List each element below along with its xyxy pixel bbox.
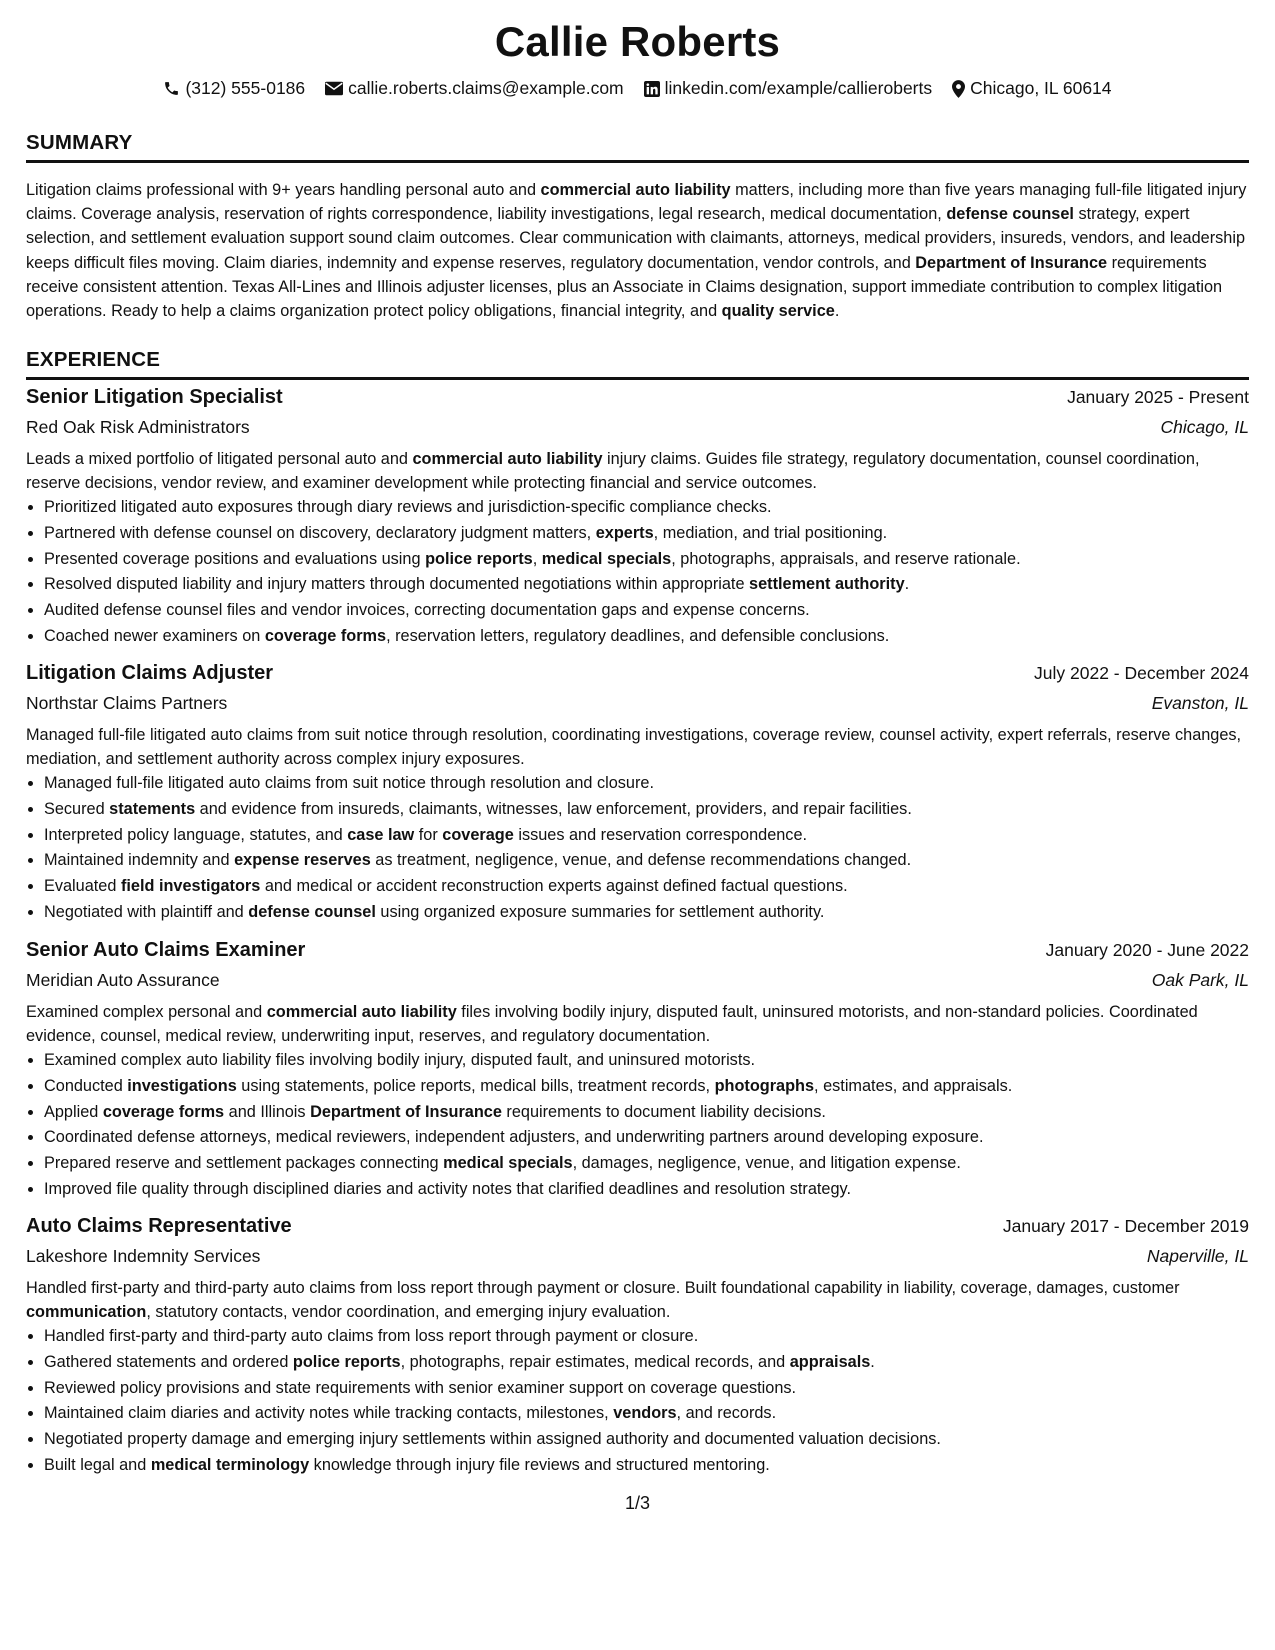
map-pin-icon <box>952 80 965 98</box>
job-company: Lakeshore Indemnity Services <box>26 1246 261 1266</box>
text-run: Examined complex personal and <box>26 1003 267 1021</box>
job-entry <box>26 386 1249 650</box>
bullet-item <box>44 547 1249 573</box>
text-run: , statutory contacts, vendor coordination, and emerging injury evaluation. <box>146 1303 671 1321</box>
text-run: and medical or accident reconstruction experts against defined factual questions. <box>260 877 848 896</box>
text-run: Maintained claim diaries and activity notes while tracking contacts, milestones, <box>44 1404 614 1423</box>
bullet-item <box>44 1125 1249 1151</box>
text-run: . <box>834 302 840 321</box>
text-run: Built legal and <box>44 1455 151 1474</box>
job-location: Oak Park, IL <box>1151 970 1249 990</box>
text-run: , photographs, repair estimates, medical records, and <box>400 1352 790 1371</box>
contact-location <box>952 78 1111 99</box>
resume-page <box>26 0 1249 1650</box>
bold-text: commercial auto liability <box>540 181 731 199</box>
bullet-item <box>44 1350 1249 1376</box>
text-run: Negotiated with plaintiff and <box>44 902 249 921</box>
text-run: matters, including more than five years managing full-file litigated injury claims. Coverage analysis, reservation of rights correspondence, liability investigations, legal research, medical documentation, <box>26 181 1247 224</box>
bold-text: vendors <box>613 1404 677 1423</box>
bullet-item <box>44 1074 1249 1100</box>
text-run: injury claims. Guides file strategy, regulatory documentation, counsel coordination, reserve decisions, vendor review, and examiner development while protecting financial and service outcomes. <box>26 450 1200 492</box>
bold-text: Department of Insurance <box>915 253 1108 272</box>
bullet-item <box>44 1048 1249 1074</box>
text-run: Managed full-file litigated auto claims from suit notice through resolution, coordinating investigations, coverage review, counsel activity, expert referrals, reserve changes, mediation, and settlement authority across complex injury exposures. <box>26 726 1242 768</box>
job-entry <box>26 662 1249 926</box>
job-company: Red Oak Risk Administrators <box>26 417 250 437</box>
contact-phone <box>163 78 305 99</box>
bold-text: coverage forms <box>264 626 387 645</box>
bold-text: coverage <box>442 825 514 844</box>
job-location: Naperville, IL <box>1146 1246 1249 1266</box>
job-company: Northstar Claims Partners <box>26 693 228 713</box>
text-run: files involving bodily injury, disputed fault, uninsured motorists, and non-standard policies. Coordinated evidence, counsel, medical review, underwriting input, reserves, and regulatory documentation. <box>26 1003 1198 1045</box>
email-text: callie.roberts.claims@example.com <box>348 78 624 98</box>
text-run: Interpreted policy language, statutes, and <box>44 825 348 844</box>
text-run: Maintained indemnity and <box>44 851 235 870</box>
summary-section-header <box>26 131 1249 163</box>
text-run: and Illinois <box>224 1102 311 1121</box>
location-text: Chicago, IL 60614 <box>970 78 1112 98</box>
job-bullets <box>26 771 1249 926</box>
bullet-item <box>44 1151 1249 1177</box>
text-run: as treatment, negligence, venue, and defense recommendations changed. <box>370 851 912 870</box>
bold-text: defense counsel <box>248 902 376 921</box>
experience-title: EXPERIENCE <box>26 348 161 371</box>
text-run: , <box>532 549 542 568</box>
text-run: Leads a mixed portfolio of litigated personal auto and <box>26 450 413 468</box>
bullet-item <box>44 495 1249 521</box>
summary-text <box>26 178 1249 323</box>
job-entry <box>26 1215 1249 1479</box>
text-run: Handled first-party and third-party auto claims from loss report through payment or closure. <box>44 1327 699 1345</box>
phone-text: (312) 555-0186 <box>185 78 306 98</box>
bold-text: police reports <box>425 549 533 568</box>
text-run: and evidence from insureds, claimants, witnesses, law enforcement, providers, and repair facilities. <box>195 799 912 818</box>
bullet-item <box>44 797 1249 823</box>
text-run: Presented coverage positions and evaluations using <box>44 549 426 568</box>
bold-text: investigations <box>127 1076 237 1095</box>
text-run: Negotiated property damage and emerging injury settlements within assigned authority and documented valuation decisions. <box>44 1430 941 1449</box>
job-bullets <box>26 495 1249 650</box>
job-dates: January 2020 - June 2022 <box>1045 940 1249 960</box>
text-run: . <box>904 575 910 594</box>
job-description <box>26 1000 1249 1048</box>
bold-text: medical specials <box>443 1154 573 1173</box>
contact-linkedin[interactable] <box>644 78 932 99</box>
text-run: using statements, police reports, medical bills, treatment records, <box>236 1076 715 1095</box>
text-run: for <box>414 825 443 844</box>
job-description <box>26 1276 1249 1324</box>
text-run: Partnered with defense counsel on discovery, declaratory judgment matters, <box>44 523 596 542</box>
bold-text: expense reserves <box>234 851 371 870</box>
text-run: Evaluated <box>44 877 121 896</box>
job-bullets <box>26 1324 1249 1479</box>
bold-text: defense counsel <box>946 205 1074 224</box>
text-run: Prioritized litigated auto exposures through diary reviews and jurisdiction-specific compliance checks. <box>44 498 772 516</box>
bold-text: communication <box>26 1303 147 1321</box>
bold-text: case law <box>347 825 415 844</box>
text-run: Handled first-party and third-party auto claims from loss report through payment or closure. Built foundational capability in liability, coverage, damages, customer <box>26 1279 1180 1297</box>
job-title: Litigation Claims Adjuster <box>26 662 274 684</box>
job-dates: January 2017 - December 2019 <box>1002 1216 1249 1236</box>
job-company: Meridian Auto Assurance <box>26 970 220 990</box>
bold-text: medical specials <box>541 549 672 568</box>
job-dates: January 2025 - Present <box>1067 387 1249 407</box>
bold-text: commercial auto liability <box>266 1003 457 1021</box>
bullet-item <box>44 1453 1249 1479</box>
job-entry <box>26 939 1249 1203</box>
text-run: Litigation claims professional with 9+ years handling personal auto and <box>26 181 541 199</box>
text-run: Coordinated defense attorneys, medical reviewers, independent adjusters, and underwriting partners around developing exposure. <box>44 1128 984 1147</box>
job-bullets <box>26 1048 1249 1203</box>
text-run: requirements to document liability decisions. <box>501 1102 826 1121</box>
text-run: Managed full-file litigated auto claims from suit notice through resolution and closure. <box>44 774 654 792</box>
envelope-icon <box>325 81 343 96</box>
bullet-item <box>44 1100 1249 1126</box>
text-run: , reservation letters, regulatory deadlines, and defensible conclusions. <box>386 626 890 645</box>
bullet-item <box>44 624 1249 650</box>
bullet-item <box>44 572 1249 598</box>
bullet-item <box>44 771 1249 797</box>
text-run: requirements receive consistent attention. Texas All-Lines and Illinois adjuster licenses, plus an Associate in Claims designation, support immediate contribution to complex litigation operations. Ready to help a claims organization protect policy obligations, financial integrity, and <box>26 253 1223 321</box>
job-dates: July 2022 - December 2024 <box>1034 663 1249 683</box>
bullet-item <box>44 848 1249 874</box>
text-run: , mediation, and trial positioning. <box>653 523 888 542</box>
bullet-item <box>44 900 1249 926</box>
text-run: Secured <box>44 799 110 818</box>
bold-text: statements <box>109 799 196 818</box>
candidate-name: Callie Roberts <box>494 18 781 65</box>
bold-text: commercial auto liability <box>412 450 603 468</box>
linkedin-icon <box>644 81 660 97</box>
summary-title: SUMMARY <box>26 131 133 154</box>
text-run: Examined complex auto liability files involving bodily injury, disputed fault, and uninsured motorists. <box>44 1051 756 1069</box>
text-run: Conducted <box>44 1076 128 1095</box>
text-run: Prepared reserve and settlement packages connecting <box>44 1154 444 1173</box>
text-run: Reviewed policy provisions and state requirements with senior examiner support on coverage questions. <box>44 1378 797 1397</box>
phone-icon <box>163 80 180 97</box>
job-title: Auto Claims Representative <box>26 1215 292 1237</box>
text-run: Improved file quality through disciplined diaries and activity notes that clarified deadlines and resolution strategy. <box>44 1179 851 1198</box>
bullet-item <box>44 874 1249 900</box>
text-run: Resolved disputed liability and injury matters through documented negotiations within appropriate <box>44 575 750 594</box>
bullet-item <box>44 1177 1249 1203</box>
bullet-item <box>44 1376 1249 1402</box>
text-run: , estimates, and appraisals. <box>814 1076 1013 1095</box>
section-divider <box>26 160 1249 163</box>
experience-section-header <box>26 348 1249 380</box>
bullet-item <box>44 521 1249 547</box>
bold-text: quality service <box>721 302 835 321</box>
page-indicator: 1/3 <box>624 1493 651 1513</box>
text-run: strategy, expert selection, and settlement evaluation support sound claim outcomes. Clear communication with claimants, attorneys, medical providers, insureds, vendors, and leadership keeps difficult files moving. Claim diaries, indemnity and expense reserves, regulatory documentation, vendor controls, and <box>26 205 1245 272</box>
job-description <box>26 447 1249 495</box>
text-run: knowledge through injury file reviews and structured mentoring. <box>309 1455 770 1474</box>
job-title: Senior Litigation Specialist <box>26 386 283 408</box>
bold-text: coverage forms <box>102 1102 225 1121</box>
contact-bar <box>26 78 1249 99</box>
bullet-item <box>44 823 1249 849</box>
text-run: Audited defense counsel files and vendor invoices, correcting documentation gaps and expense concerns. <box>44 601 810 620</box>
job-location: Chicago, IL <box>1160 417 1249 437</box>
text-run: using organized exposure summaries for settlement authority. <box>375 902 825 921</box>
bold-text: Department of Insurance <box>310 1102 502 1121</box>
job-location: Evanston, IL <box>1151 693 1249 713</box>
bullet-item <box>44 1324 1249 1350</box>
text-run: , photographs, appraisals, and reserve rationale. <box>671 549 1021 568</box>
bold-text: settlement authority <box>749 575 905 594</box>
text-run: Gathered statements and ordered <box>44 1352 293 1371</box>
bold-text: appraisals <box>789 1352 871 1371</box>
text-run: , damages, negligence, venue, and litigation expense. <box>572 1154 961 1173</box>
text-run: . <box>870 1352 875 1371</box>
text-run: , and records. <box>676 1404 777 1423</box>
bullet-item <box>44 598 1249 624</box>
section-divider <box>26 377 1249 380</box>
text-run: Coached newer examiners on <box>44 626 265 645</box>
bold-text: medical terminology <box>150 1455 310 1474</box>
bold-text: police reports <box>292 1352 401 1371</box>
text-run: issues and reservation correspondence. <box>513 825 808 844</box>
bold-text: photographs <box>714 1076 815 1095</box>
bullet-item <box>44 1401 1249 1427</box>
text-run: Applied <box>44 1102 103 1121</box>
job-title: Senior Auto Claims Examiner <box>26 939 306 961</box>
bullet-item <box>44 1427 1249 1453</box>
linkedin-text: linkedin.com/example/callieroberts <box>664 78 933 98</box>
bold-text: field investigators <box>120 877 261 896</box>
bold-text: experts <box>595 523 654 542</box>
job-description <box>26 723 1249 771</box>
contact-email[interactable] <box>325 78 624 99</box>
